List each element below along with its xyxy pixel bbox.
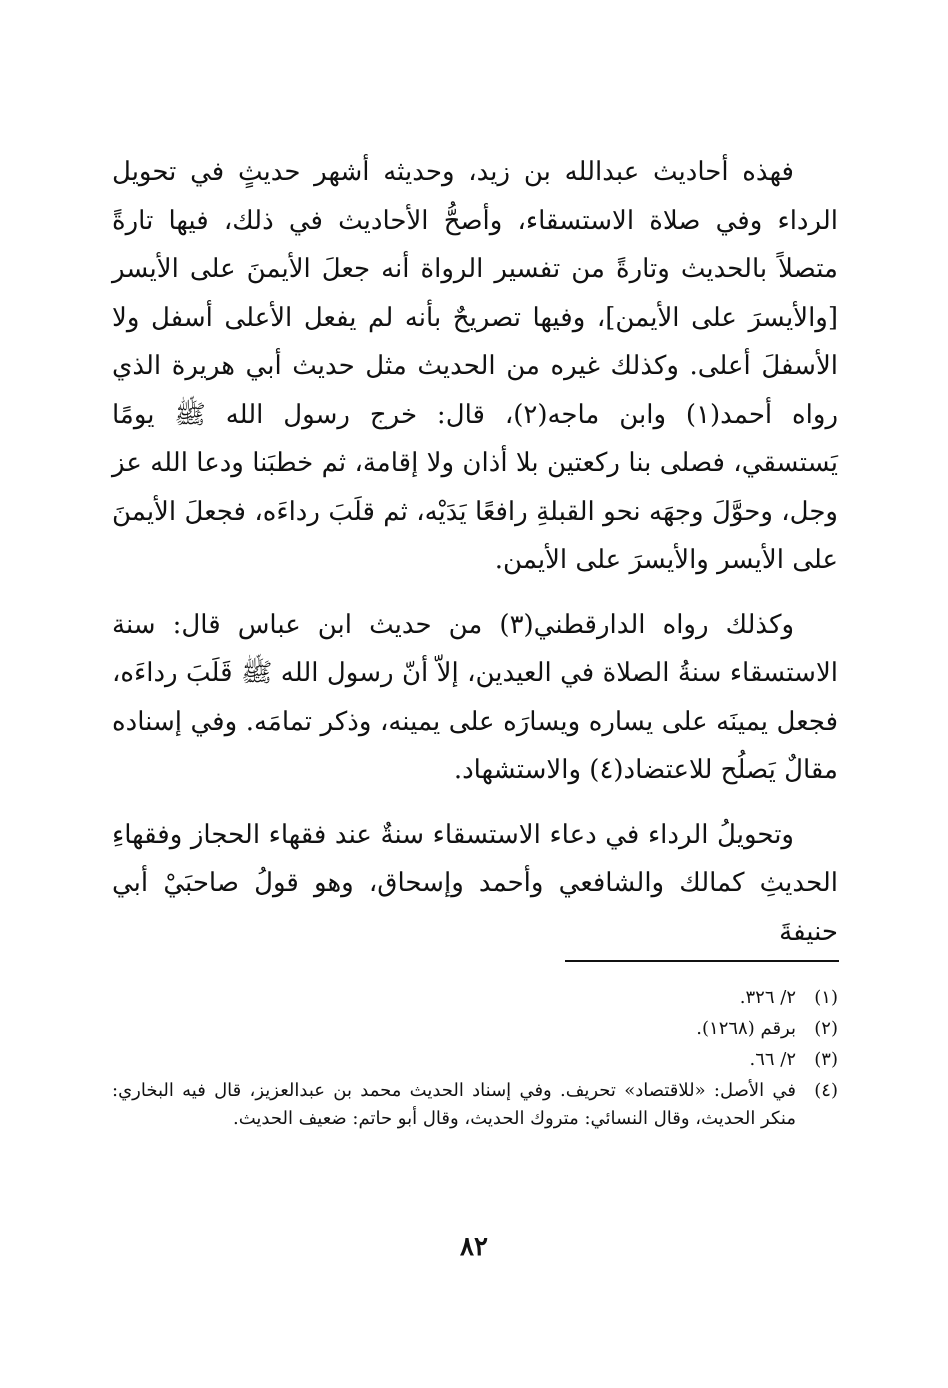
footnote-text: ٢/ ٣٢٦. <box>739 987 796 1008</box>
footnote-separator <box>565 960 839 962</box>
footnote <box>112 1015 838 1043</box>
footnote-number: (٣) <box>814 1049 838 1070</box>
footnote <box>112 1046 838 1074</box>
footnote-text: برقم (١٢٦٨). <box>696 1018 796 1039</box>
footnote-number: (٤) <box>814 1080 838 1101</box>
footnote-text: في الأصل: «للاقتصاد» تحريف. وفي إسناد الحديث محمد بن عبدالعزيز، قال فيه البخاري: منكر الحديث، وقال النسائي: متروك الحديث، وقال أبو حاتم: ضعيف الحديث. <box>112 1080 796 1129</box>
footnotes-section <box>112 984 838 1136</box>
footnote-number: (٢) <box>814 1018 838 1039</box>
footnote <box>112 984 838 1012</box>
body-paragraph: فهذه أحاديث عبدالله بن زيد، وحديثه أشهر حديثٍ في تحويل الرداء وفي صلاة الاستسقاء، وأصحُّ الأحاديث في ذلك، فيها تارةً متصلاً بالحديث وتارةً من تفسير الرواة أنه جعلَ الأيمنَ على الأيسر [والأيسرَ على الأيمن]، وفيها تصريحٌ بأنه لم يفعل الأعلى أسفل ولا الأسفلَ أعلى. وكذلك غيره من الحديث مثل حديث أبي هريرة الذي رواه أحمد(١) وابن ماجه(٢)، قال: خرج رسول الله ﷺ يومًا يَستسقي، فصلى بنا ركعتين بلا أذان ولا إقامة، ثم خطبَنا ودعا الله عز وجل، وحوَّلَ وجهَه نحو القبلةِ رافعًا يَدَيْه، ثم قلَبَ رداءَه، فجعلَ الأيمنَ على الأيسر والأيسرَ على الأيمن. <box>112 157 838 575</box>
footnote-text: ٢/ ٦٦. <box>749 1049 796 1070</box>
body-paragraph: وكذلك رواه الدارقطني(٣) من حديث ابن عباس قال: سنة الاستسقاء سنةُ الصلاة في العيدين، إلاّ أنّ رسول الله ﷺ قَلَبَ رداءَه، فجعل يمينَه على يساره ويسارَه على يمينه، وذكر تمامَه. وفي إسناده مقالٌ يَصلُح للاعتضاد(٤) والاستشهاد. <box>112 609 838 785</box>
footnote-number: (١) <box>814 987 838 1008</box>
page-number: ٨٢ <box>460 1232 488 1262</box>
footnote <box>112 1077 838 1133</box>
main-text-block <box>112 148 838 956</box>
body-paragraph: وتحويلُ الرداء في دعاء الاستسقاء سنةٌ عند فقهاء الحجاز وفقهاءِ الحديثِ كمالك والشافعي وأحمد وإسحاق، وهو قولُ صاحبَيْ أبي حنيفةَ <box>112 819 838 947</box>
